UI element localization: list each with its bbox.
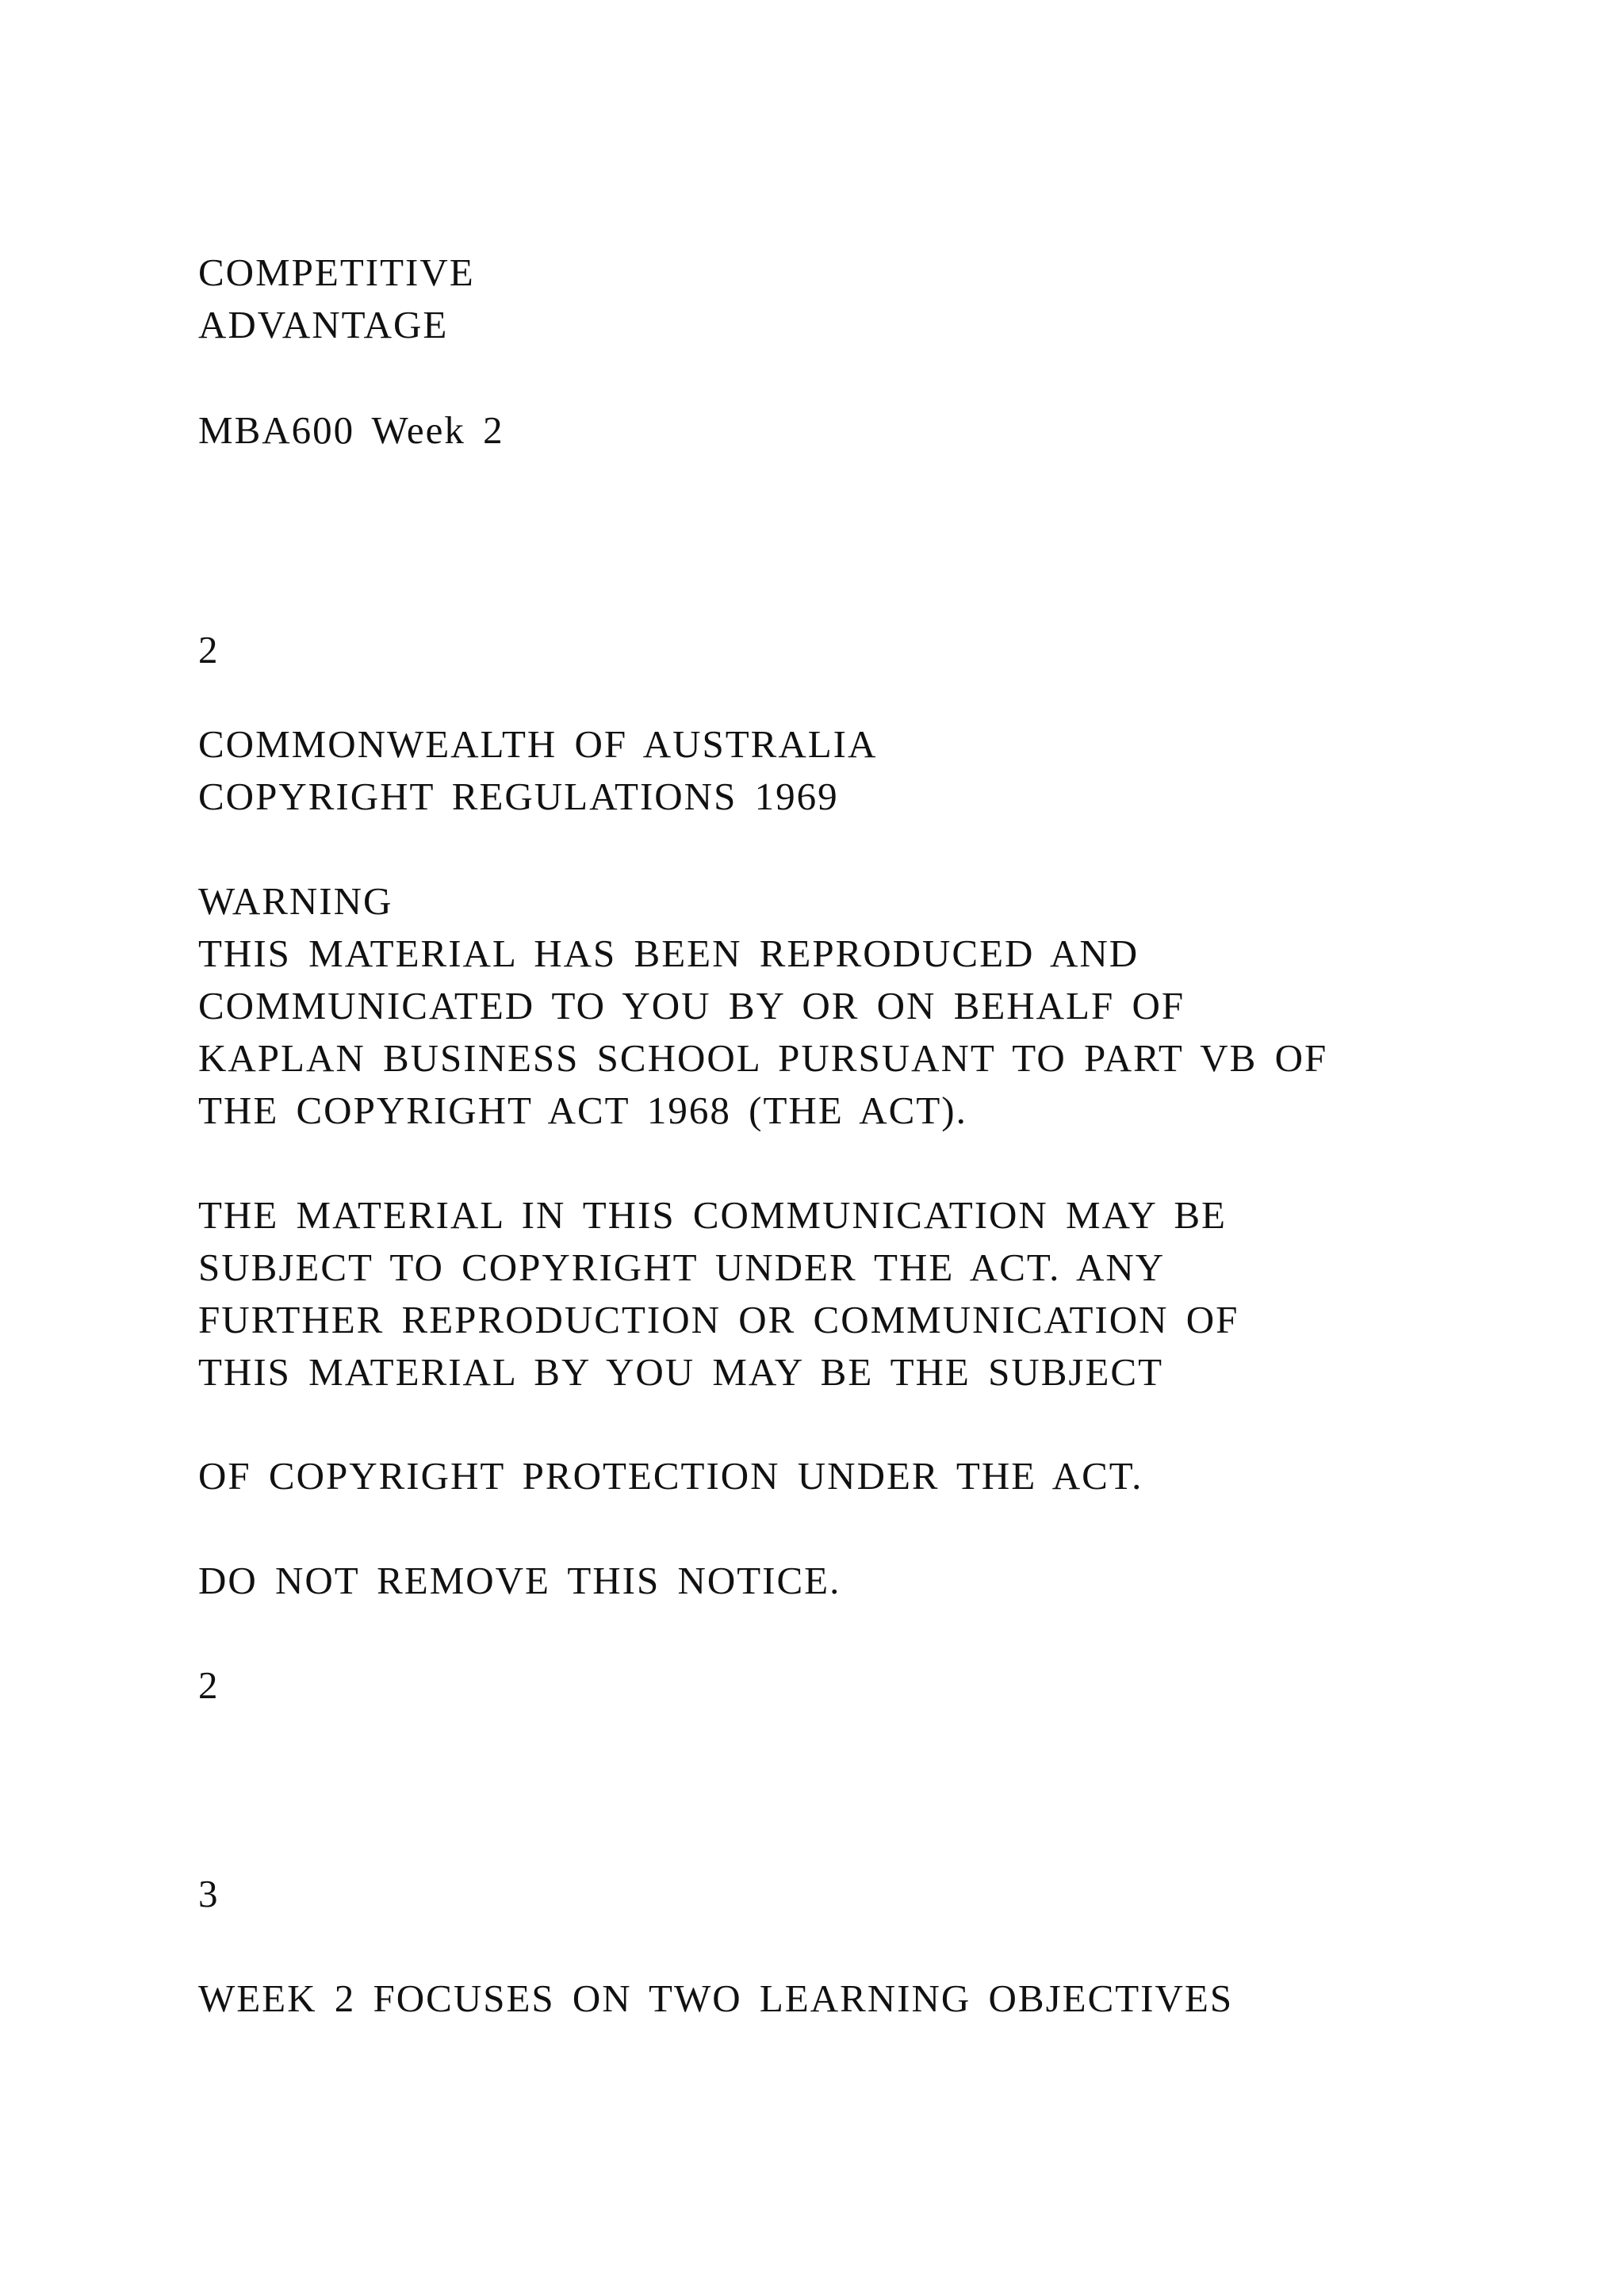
- warning-line-1: THIS MATERIAL HAS BEEN REPRODUCED AND: [198, 932, 1139, 975]
- material-paragraph: [198, 1189, 1239, 1399]
- copyright-header-line-2: COPYRIGHT REGULATIONS 1969: [198, 775, 839, 818]
- warning-line-2: COMMUNICATED TO YOU BY OR ON BEHALF OF: [198, 984, 1185, 1027]
- title-line-1: COMPETITIVE: [198, 251, 475, 294]
- title-line-2: ADVANTAGE: [198, 303, 449, 346]
- warning-paragraph: [198, 928, 1327, 1137]
- material-line-1: THE MATERIAL IN THIS COMMUNICATION MAY BE: [198, 1193, 1227, 1237]
- warning-line-4: THE COPYRIGHT ACT 1968 (THE ACT).: [198, 1089, 967, 1132]
- warning-line-3: KAPLAN BUSINESS SCHOOL PURSUANT TO PART VB OF: [198, 1036, 1328, 1080]
- objectives-heading: WEEK 2 FOCUSES ON TWO LEARNING OBJECTIVES: [198, 1976, 1234, 2020]
- material-line-4: THIS MATERIAL BY YOU MAY BE THE SUBJECT: [198, 1350, 1164, 1394]
- copyright-header-line-1: COMMONWEALTH OF AUSTRALIA: [198, 722, 878, 766]
- material-line-2: SUBJECT TO COPYRIGHT UNDER THE ACT. ANY: [198, 1246, 1166, 1289]
- page-number: 2: [198, 628, 220, 672]
- protection-line: OF COPYRIGHT PROTECTION UNDER THE ACT.: [198, 1454, 1143, 1498]
- warning-label: WARNING: [198, 879, 393, 923]
- copyright-header: [198, 718, 877, 823]
- material-line-3: FURTHER REPRODUCTION OR COMMUNICATION OF: [198, 1298, 1239, 1341]
- page-number: 2: [198, 1663, 220, 1707]
- notice-line: DO NOT REMOVE THIS NOTICE.: [198, 1559, 841, 1602]
- page-number: 3: [198, 1872, 220, 1915]
- course-week-subtitle: MBA600 Week 2: [198, 408, 504, 452]
- document-title: [198, 247, 475, 351]
